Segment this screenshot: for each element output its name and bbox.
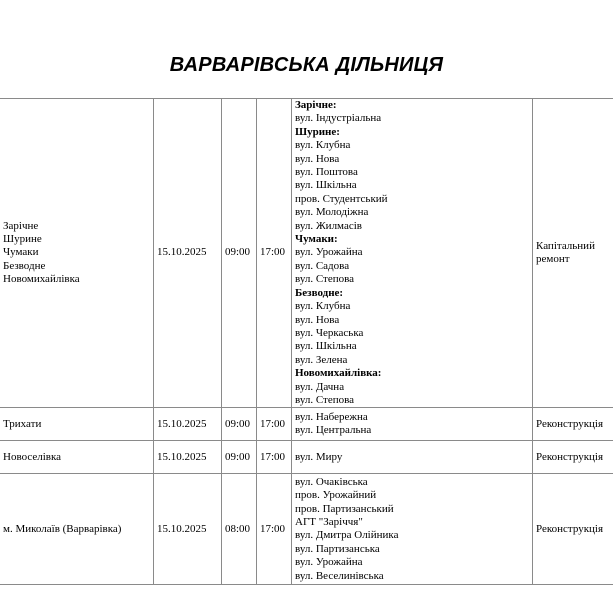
street-line: вул. Урожайна (295, 556, 363, 569)
work-type-line: ремонт (536, 253, 570, 266)
settlement-name: Новоселівка (3, 450, 62, 463)
street-line: вул. Індустріальна (295, 112, 382, 125)
start-time-cell: 09:00 (222, 441, 257, 474)
end-time-cell: 17:00 (257, 99, 292, 408)
street-line: вул. Дачна (295, 380, 345, 393)
settlement-name: м. Миколаїв (Варварівка) (3, 522, 122, 535)
settlement-name: Чумаки (3, 246, 39, 259)
street-line: вул. Садова (295, 259, 350, 272)
street-line: вул. Нова (295, 152, 340, 165)
table-row (0, 408, 613, 441)
streets-cell (292, 408, 533, 441)
settlement-name: Трихати (3, 417, 42, 430)
date-cell: 15.10.2025 (154, 99, 222, 408)
settlement-name: Зарічне (3, 219, 39, 232)
date-cell: 15.10.2025 (154, 441, 222, 474)
date-cell: 15.10.2025 (154, 408, 222, 441)
village-header: Новомихайлівка: (295, 367, 382, 380)
settlements-cell (0, 408, 154, 441)
street-line: АГТ "Заріччя" (295, 515, 363, 528)
village-header: Зарічне: (295, 99, 337, 111)
settlement-name: Безводне (3, 259, 46, 272)
page-title: ВАРВАРІВСЬКА ДІЛЬНИЦЯ (169, 54, 444, 76)
work-type-cell (533, 99, 613, 408)
table-row (0, 474, 613, 585)
street-line: пров. Студентський (295, 192, 388, 205)
date-cell: 15.10.2025 (154, 474, 222, 585)
work-type-cell (533, 474, 613, 585)
table-row (0, 99, 613, 408)
end-time-cell: 17:00 (257, 474, 292, 585)
streets-cell (292, 441, 533, 474)
outage-schedule-table (0, 98, 613, 585)
street-line: вул. Центральна (295, 424, 372, 437)
work-type-line: Реконструкція (536, 417, 604, 430)
street-line: вул. Поштова (295, 166, 358, 179)
street-line: пров. Партизанський (295, 502, 394, 515)
table-row (0, 441, 613, 474)
settlements-cell (0, 441, 154, 474)
settlements-cell (0, 474, 154, 585)
street-line: вул. Жилмасів (295, 219, 362, 232)
street-line: вул. Молодіжна (295, 206, 369, 219)
settlement-name: Новомихайлівка (3, 273, 80, 286)
end-time-cell: 17:00 (257, 441, 292, 474)
street-line: вул. Дмитра Олійника (295, 529, 399, 542)
street-line: пров. Урожайний (295, 489, 377, 502)
end-time-cell: 17:00 (257, 408, 292, 441)
settlements-cell (0, 99, 154, 408)
streets-cell (292, 99, 533, 408)
start-time-cell: 09:00 (222, 408, 257, 441)
work-type-line: Реконструкція (536, 522, 604, 535)
street-line: вул. Очаківська (295, 475, 368, 488)
work-type-line: Реконструкція (536, 450, 604, 463)
street-line: вул. Урожайна (295, 246, 363, 259)
settlement-name: Шурине (3, 233, 42, 246)
street-line: вул. Клубна (295, 139, 351, 152)
street-line: вул. Нова (295, 313, 340, 326)
street-line: вул. Партизанська (295, 542, 380, 555)
village-header: Чумаки: (295, 233, 338, 246)
street-line: вул. Зелена (295, 353, 348, 366)
street-line: вул. Клубна (295, 300, 351, 313)
start-time-cell: 09:00 (222, 99, 257, 408)
village-header: Шурине: (295, 125, 340, 138)
street-line: вул. Степова (295, 393, 355, 406)
work-type-line: Капітальний (536, 239, 595, 252)
street-line: вул. Черкаська (295, 326, 364, 339)
work-type-cell (533, 408, 613, 441)
street-line: вул. Шкільна (295, 340, 357, 353)
start-time-cell: 08:00 (222, 474, 257, 585)
street-line: вул. Веселинівська (295, 569, 384, 582)
street-line: вул. Шкільна (295, 179, 357, 192)
street-line: вул. Миру (295, 450, 343, 463)
street-line: вул. Степова (295, 273, 355, 286)
work-type-cell (533, 441, 613, 474)
street-line: вул. Набережна (295, 410, 368, 423)
village-header: Безводне: (295, 286, 344, 299)
streets-cell (292, 474, 533, 585)
